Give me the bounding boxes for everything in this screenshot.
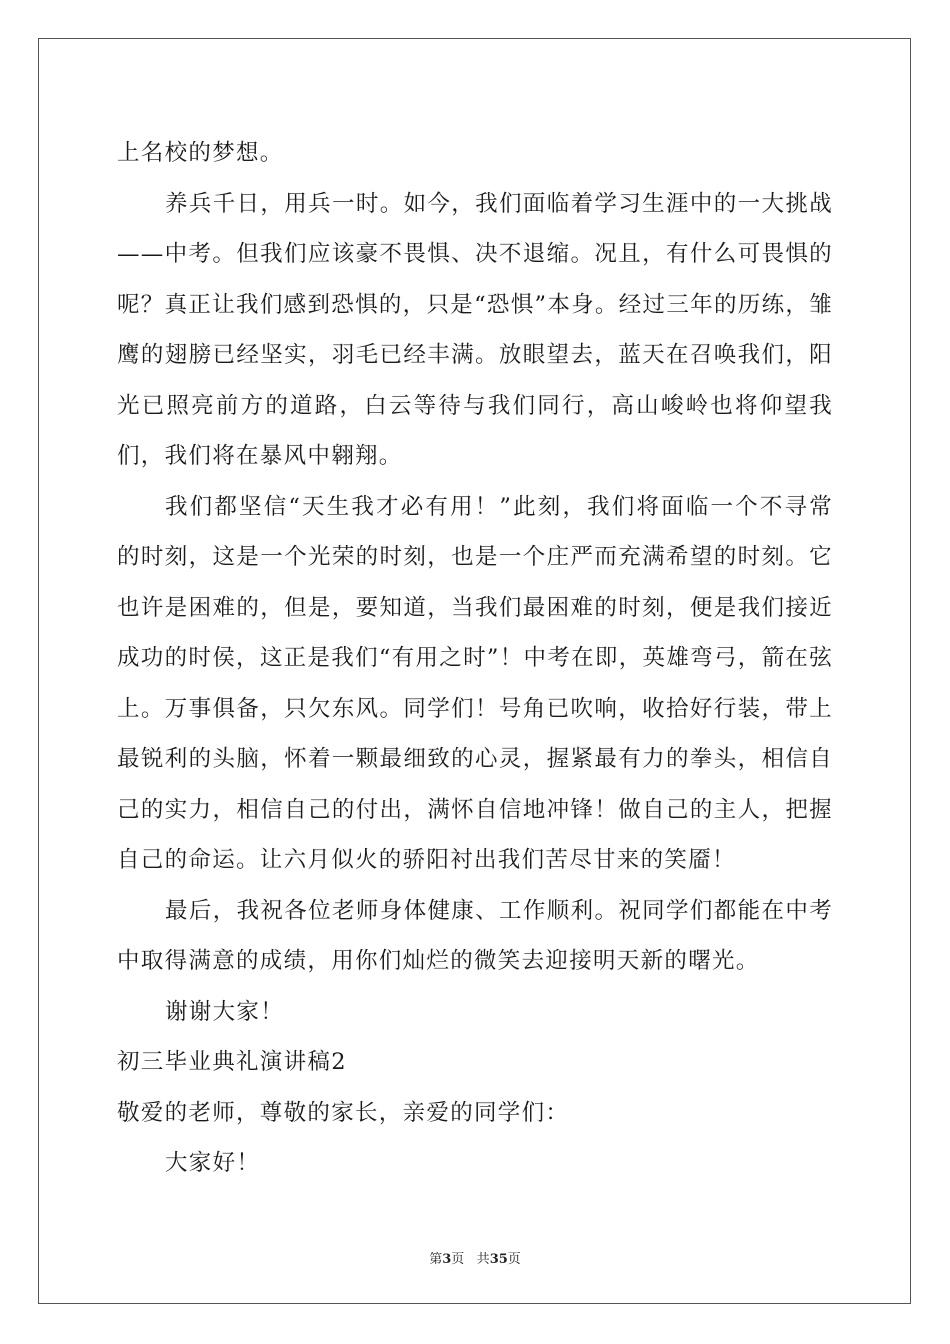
document-body: [117, 128, 833, 1189]
salutation: 敬爱的老师，尊敬的家长，亲爱的同学们：: [117, 1099, 570, 1126]
page-suffix: 页: [451, 1252, 465, 1267]
paragraph: 最后，我祝各位老师身体健康、工作顺利。祝同学们都能在中考中取得满意的成绩，用你们灿烂的微笑去迎接明天新的曙光。: [117, 897, 833, 974]
paragraph-continuation: 上名校的梦想。: [117, 140, 284, 166]
total-pages: 35: [489, 1252, 508, 1267]
total-prefix: 共: [476, 1252, 490, 1267]
total-suffix: 页: [507, 1252, 521, 1267]
paragraph: 我们都坚信“天生我才必有用！”此刻，我们将面临一个不寻常的时刻，这是一个光荣的时刻，也是一个庄严而充满希望的时刻。它也许是困难的，但是，要知道，当我们最困难的时刻，便是我们接近成功的时侯，这正是我们“有用之时”！中考在即，英雄弯弓，箭在弦上。万事俱备，只欠东风。同学们！号角已吹响，收拾好行装，带上最锐利的头脑，怀着一颗最细致的心灵，握紧最有力的拳头，相信自己的实力，相信自己的付出，满怀自信地冲锋！做自己的主人，把握自己的命运。让六月似火的骄阳衬出我们苦尽甘来的笑靥！: [117, 493, 833, 873]
section-title: 初三毕业典礼演讲稿2: [117, 1049, 347, 1075]
page-footer: [0, 1248, 950, 1267]
page-prefix: 第: [429, 1252, 443, 1267]
paragraph-thanks: 谢谢大家！: [165, 998, 285, 1025]
greeting: 大家好！: [165, 1150, 261, 1176]
page-number: 3: [442, 1252, 452, 1267]
paragraph: 养兵千日，用兵一时。如今，我们面临着学习生涯中的一大挑战——中考。但我们应该豪不畏惧、决不退缩。况且，有什么可畏惧的呢？真正让我们感到恐惧的，只是“恐惧”本身。经过三年的历练，雏鹰的翅膀已经坚实，羽毛已经丰满。放眼望去，蓝天在召唤我们，阳光已照亮前方的道路，白云等待与我们同行，高山峻岭也将仰望我们，我们将在暴风中翱翔。: [117, 190, 833, 469]
